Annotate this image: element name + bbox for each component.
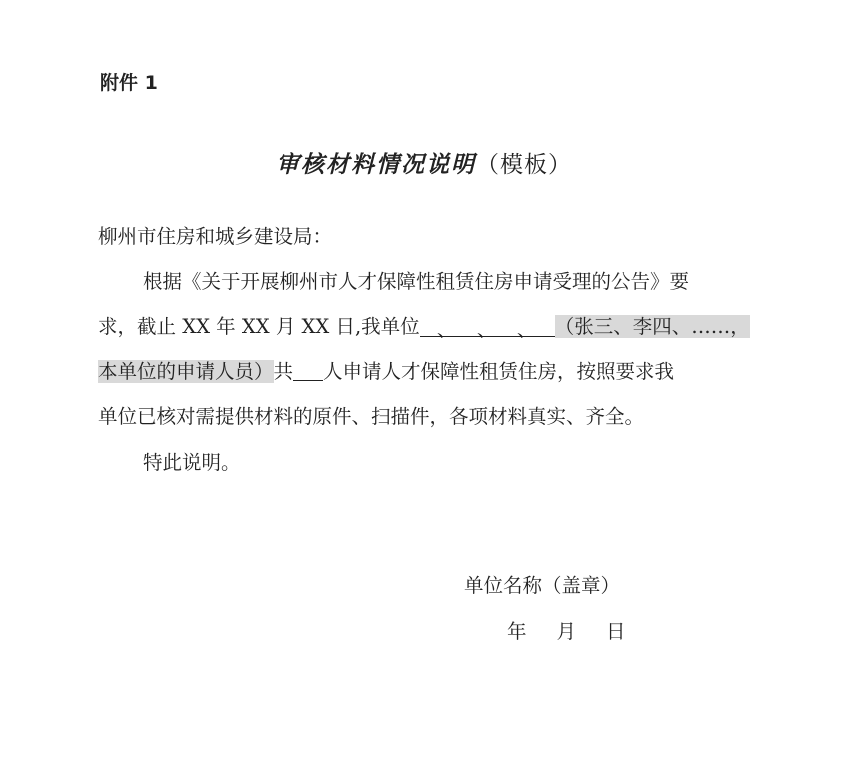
paragraph-1-line-1: 根据《关于开展柳州市人才保障性租赁住房申请受理的公告》要 — [143, 270, 690, 293]
highlighted-applicant-note: 本单位的申请人员） — [98, 360, 274, 383]
blank-separator: 、 — [516, 318, 537, 341]
paragraph-1-line-3 — [98, 358, 674, 386]
paragraph-1-line-2 — [98, 313, 750, 341]
paragraph-1-line-2-text: 求，截止 XX 年 XX 月 XX 日,我单位 — [98, 315, 420, 338]
unit-name-blank — [420, 316, 555, 341]
blank-separator: 、 — [476, 318, 497, 341]
salutation: 柳州市住房和城乡建设局： — [98, 225, 333, 248]
signature-org-name: 单位名称（盖章） — [464, 574, 621, 597]
highlighted-applicant-examples: （张三、李四、……， — [554, 315, 750, 338]
attachment-label: 附件 1 — [100, 72, 158, 94]
date-day: 日 — [606, 620, 626, 643]
paragraph-1-line-3-gong: 共 — [273, 360, 294, 383]
paragraph-1-line-3-text: 人申请人才保障性租赁住房，按照要求我 — [323, 360, 675, 383]
title-main: 审核材料情况说明 — [276, 151, 476, 178]
date-month: 月 — [556, 620, 577, 643]
paragraph-1-line-4: 单位已核对需提供材料的原件、扫描件，各项材料真实、齐全。 — [98, 405, 645, 428]
blank-separator: 、 — [436, 318, 457, 341]
title-suffix: （模板） — [476, 152, 572, 178]
document-title — [0, 146, 848, 179]
applicant-count-blank — [293, 360, 323, 381]
date-year: 年 — [507, 620, 527, 643]
paragraph-2: 特此说明。 — [143, 451, 241, 474]
signature-date — [507, 618, 626, 646]
